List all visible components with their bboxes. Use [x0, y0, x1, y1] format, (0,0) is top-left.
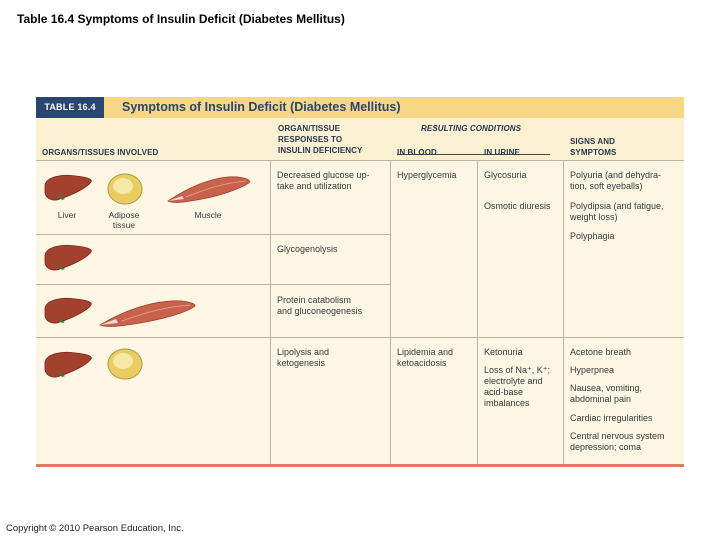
row4-sign-4: Cardiac irregularities [570, 413, 653, 423]
row2-response: Glycogenolysis [277, 244, 338, 254]
header-resulting-conditions: RESULTING CONDITIONS [421, 124, 522, 133]
table-bottom-rule [36, 464, 684, 467]
slide-title: Table 16.4 Symptoms of Insulin Deficit (Diabetes Mellitus) [17, 12, 345, 26]
row1-response: Decreased glucose up- take and utilization [277, 170, 370, 191]
muscle-icon [166, 173, 252, 205]
row1-urine-1: Glycosuria [484, 170, 527, 180]
column-divider [270, 160, 271, 464]
header-bottom-rule [36, 160, 684, 161]
column-divider [563, 160, 564, 464]
organ-label-adipose: Adipose tissue [108, 210, 140, 230]
row1-urine-2: Osmotic diuresis [484, 201, 551, 211]
liver-icon [42, 296, 94, 326]
adipose-tissue-icon [106, 172, 144, 206]
table-title-band [36, 97, 684, 118]
liver-icon [42, 350, 94, 380]
copyright-notice: Copyright © 2010 Pearson Education, Inc. [6, 523, 184, 534]
row-divider [36, 234, 390, 235]
row1-sign-1: Polyuria (and dehydra- tion, soft eyeballs) [570, 170, 662, 191]
liver-icon [42, 173, 94, 203]
table-title: Symptoms of Insulin Deficit (Diabetes Mellitus) [122, 100, 401, 114]
row4-blood: Lipidemia and ketoacidosis [397, 347, 454, 368]
liver-icon [42, 243, 94, 273]
row-divider [36, 284, 390, 285]
row3-response: Protein catabolism and gluconeogenesis [277, 295, 363, 316]
row4-response: Lipolysis and ketogenesis [277, 347, 330, 368]
symptoms-table [36, 97, 684, 467]
column-divider [477, 160, 478, 464]
row4-sign-5: Central nervous system depression; coma [570, 431, 665, 452]
row1-sign-3: Polyphagia [570, 231, 615, 241]
row4-sign-1: Acetone breath [570, 347, 632, 357]
header-signs: SIGNS AND SYMPTOMS [570, 137, 617, 157]
header-responses: ORGAN/TISSUE RESPONSES TO INSULIN DEFICIENCY [278, 124, 363, 155]
organ-label-liver: Liver [57, 210, 77, 220]
table-number-label: TABLE 16.4 [36, 97, 104, 118]
table-header [36, 118, 684, 160]
organ-label-muscle: Muscle [194, 210, 222, 220]
header-organs: ORGANS/TISSUES INVOLVED [42, 148, 159, 157]
row4-urine-2: Loss of Na⁺, K⁺; electrolyte and acid-base imbalances [484, 365, 551, 408]
row1-sign-2: Polydipsia (and fatigue, weight loss) [570, 201, 664, 222]
adipose-tissue-icon [106, 347, 144, 381]
row1-blood: Hyperglycemia [397, 170, 457, 180]
header-in-urine: IN URINE [484, 148, 520, 157]
row-divider [36, 337, 684, 338]
header-in-blood: IN BLOOD [397, 148, 437, 157]
row4-urine-1: Ketonuria [484, 347, 523, 357]
row4-sign-3: Nausea, vomiting, abdominal pain [570, 383, 643, 404]
muscle-icon [98, 297, 198, 329]
row4-sign-2: Hyperpnea [570, 365, 615, 375]
column-divider [390, 160, 391, 464]
